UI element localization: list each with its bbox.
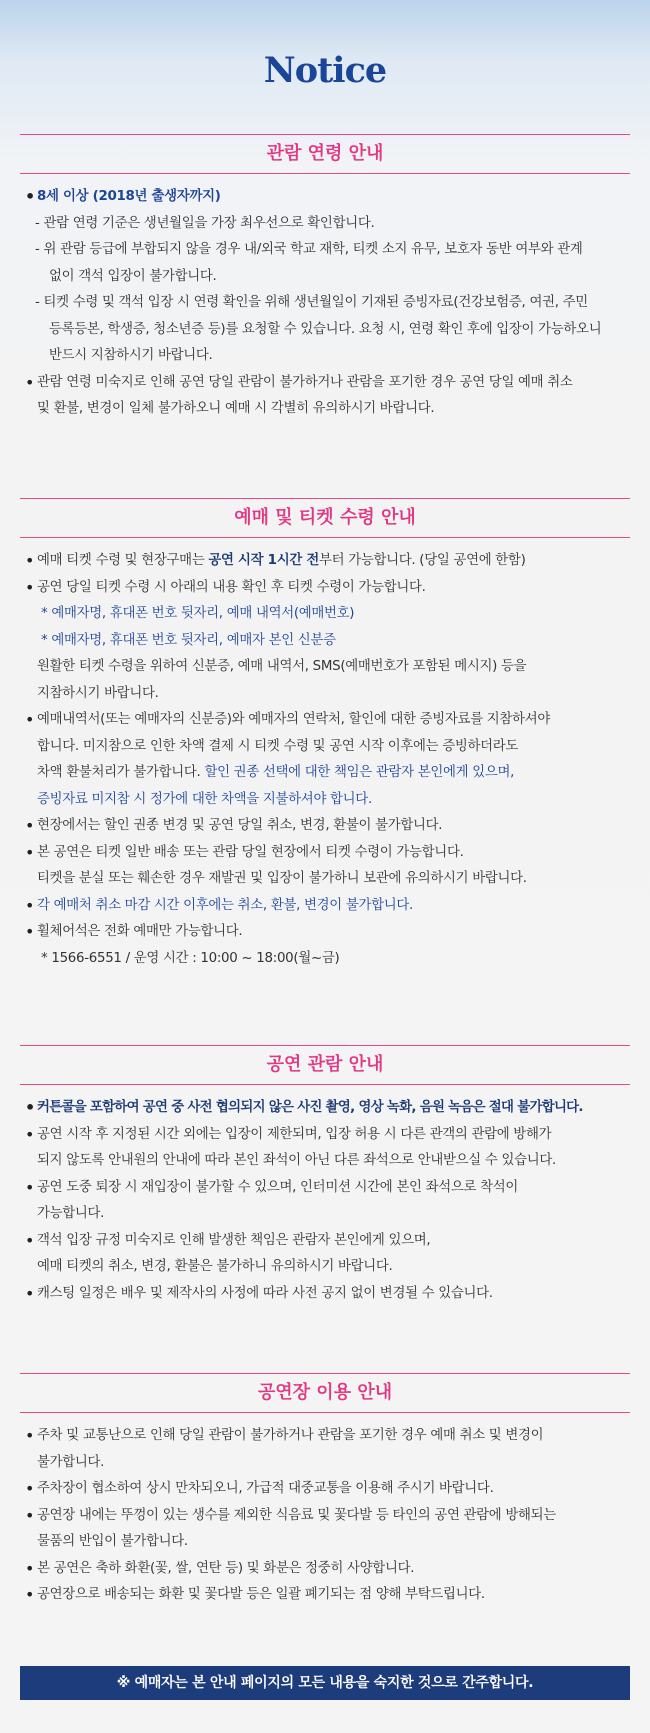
list-item: 반드시 지참하시기 바랍니다. [49,348,213,363]
list-item: • 주차 및 교통난으로 인해 당일 관람이 불가하거나 관람을 포기한 경우 예매 취소 및 변경이 [23,1423,627,1450]
list-item: - 티켓 수령 및 객석 입장 시 연령 확인을 위해 생년월일이 기재된 증빙자료(건강보험증, 여권, 주민 [35,295,588,310]
list-item: • 본 공연은 축하 화환(꽃, 쌀, 연탄 등) 및 화분은 정중히 사양합니다. [23,1556,627,1583]
list-item: • 공연 도중 퇴장 시 재입장이 불가할 수 있으며, 인터미션 시간에 본인 좌석으로 착석이 [23,1175,627,1202]
performance-notice-section [20,1045,630,1307]
list-item: • 각 예매처 취소 마감 시간 이후에는 취소, 환불, 변경이 불가합니다. [23,893,627,920]
list-item: 되지 않도록 안내원의 안내에 따라 본인 좌석이 아닌 다른 좌석으로 안내받으실 수 있습니다. [37,1153,556,1168]
list-item: 불가합니다. [37,1454,105,1470]
ticket-notice-section [20,498,630,972]
list-item: • 공연 시작 후 지정된 시간 외에는 입장이 제한되며, 입장 허용 시 다른 관객의 관람에 방해가 [23,1122,627,1149]
list-item: 및 환불, 변경이 일체 불가하오니 예매 시 각별히 유의하시기 바랍니다. [37,401,435,416]
list-item: • 예매 티켓 수령 및 현장구매는 공연 시작 1시간 전부터 가능합니다. (당일 공연에 한함) [23,548,627,575]
section-heading: 공연장 이용 안내 [20,1373,630,1413]
list-item: - 관람 연령 기준은 생년월일을 가장 최우선으로 확인합니다. [35,215,375,231]
list-item: • 객석 입장 규정 미숙지로 인해 발생한 책임은 관람자 본인에게 있으며, [23,1228,627,1255]
list-item: • 예매내역서(또는 예매자의 신분증)와 예매자의 연락처, 할인에 대한 증빙자료를 지참하셔야 [23,707,627,734]
list-item: 원활한 티켓 수령을 위하여 신분증, 예매 내역서, SMS(예매번호가 포함된 메시지) 등을 [37,659,527,674]
list-item: • 공연 당일 티켓 수령 시 아래의 내용 확인 후 티켓 수령이 가능합니다. [23,575,627,602]
list-item: • 8세 이상 (2018년 출생자까지) [23,184,627,211]
page-title: Notice [263,50,387,91]
section-heading: 관람 연령 안내 [20,134,630,174]
list-item: • 캐스팅 일정은 배우 및 제작사의 사정에 따라 사전 공지 없이 변경될 수 있습니다. [23,1281,627,1308]
list-item: * 예매자명, 휴대폰 번호 뒷자리, 예매 내역서(예매번호) [41,606,355,621]
list-item: • 본 공연은 티켓 일반 배송 또는 관람 당일 현장에서 티켓 수령이 가능합니다. [23,840,627,867]
age-notice-section [20,134,630,423]
list-item: • 관람 연령 미숙지로 인해 공연 당일 관람이 불가하거나 관람을 포기한 경우 공연 당일 예매 취소 [23,370,627,397]
list-item: 지참하시기 바랍니다. [37,685,159,701]
list-item: • 공연장으로 배송되는 화환 및 꽃다발 등은 일괄 폐기되는 점 양해 부탁드립니다. [23,1582,627,1609]
footer-notice-banner: ※ 예매자는 본 안내 페이지의 모든 내용을 숙지한 것으로 간주합니다. [20,1666,630,1700]
venue-notice-section [20,1373,630,1609]
list-item: 가능합니다. [37,1206,105,1221]
list-item: 증빙자료 미지참 시 정가에 대한 차액을 지불하셔야 합니다. [37,791,372,807]
list-item: • 휠체어석은 전화 예매만 가능합니다. [23,919,627,946]
list-item: • 주차장이 협소하여 상시 만차되오니, 가급적 대중교통을 이용해 주시기 바랍니다. [23,1476,627,1503]
list-item: 없이 객석 입장이 불가합니다. [49,268,217,284]
section-heading: 공연 관람 안내 [20,1045,630,1085]
list-item: • 커튼콜을 포함하여 공연 중 사전 협의되지 않은 사진 촬영, 영상 녹화, 음원 녹음은 절대 불가합니다. [23,1095,627,1122]
section-heading: 예매 및 티켓 수령 안내 [20,498,630,538]
list-item: * 1566-6551 / 운영 시간 : 10:00 ~ 18:00(월~금) [41,950,340,966]
list-item: 물품의 반입이 불가합니다. [37,1534,188,1549]
list-item: 차액 환불처리가 불가합니다. 할인 권종 선택에 대한 책임은 관람자 본인에게 있으며, [37,765,515,780]
list-item: • 현장에서는 할인 권종 변경 및 공연 당일 취소, 변경, 환불이 불가합니다. [23,813,627,840]
list-item: * 예매자명, 휴대폰 번호 뒷자리, 예매자 본인 신분증 [41,632,336,648]
list-item: 합니다. 미지참으로 인한 차액 결제 시 티켓 수령 및 공연 시작 이후에는 증빙하더라도 [37,738,519,754]
list-item: • 공연장 내에는 뚜껑이 있는 생수를 제외한 식음료 및 꽃다발 등 타인의 공연 관람에 방해되는 [23,1503,627,1530]
list-item: 티켓을 분실 또는 훼손한 경우 재발권 및 입장이 불가하니 보관에 유의하시기 바랍니다. [37,871,527,886]
list-item: 등록등본, 학생증, 청소년증 등)를 요청할 수 있습니다. 요청 시, 연령 확인 후에 입장이 가능하오니 [49,321,602,337]
list-item: - 위 관람 등급에 부합되지 않을 경우 내/외국 학교 재학, 티켓 소지 유무, 보호자 동반 여부와 관계 [35,242,583,257]
list-item: 예매 티켓의 취소, 변경, 환불은 불가하니 유의하시기 바랍니다. [37,1259,393,1274]
